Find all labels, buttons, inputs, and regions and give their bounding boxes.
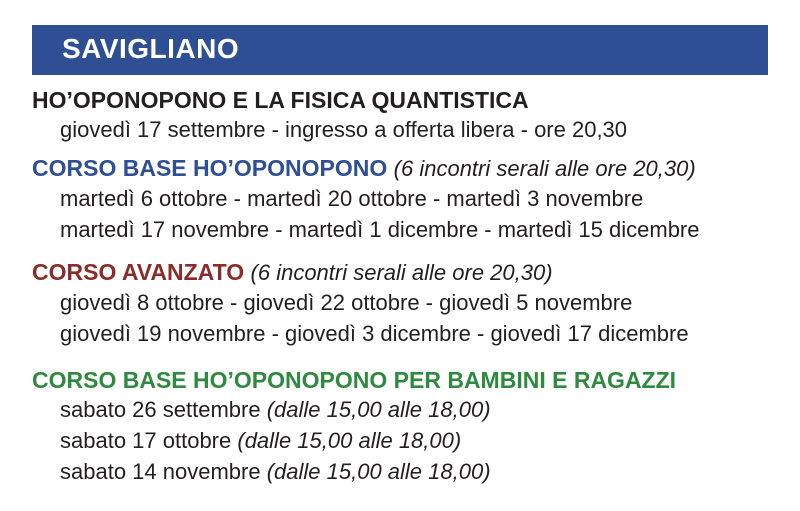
date-line: giovedì 17 settembre - ingresso a offerta libera - ore 20,30	[60, 117, 628, 142]
section-fisica-quantistica	[32, 86, 627, 145]
heading-note: (6 incontri serali alle ore 20,30)	[250, 260, 553, 285]
heading-text: CORSO BASE HO’OPONOPONO PER BAMBINI E RAGAZZI	[32, 367, 677, 393]
city-title: SAVIGLIANO	[62, 33, 240, 64]
section-heading	[32, 366, 676, 394]
section-corso-avanzato	[32, 258, 689, 349]
heading-note: (6 incontri serali alle ore 20,30)	[393, 156, 696, 181]
section-corso-base	[32, 154, 700, 245]
date-line	[32, 425, 676, 456]
heading-text: CORSO AVANZATO	[32, 259, 245, 285]
date-line	[32, 394, 676, 425]
heading-text: HO’OPONOPONO E LA FISICA QUANTISTICA	[32, 87, 529, 113]
section-heading	[32, 86, 627, 114]
time-note: (dalle 15,00 alle 18,00)	[266, 397, 491, 422]
section-corso-bambini	[32, 366, 676, 487]
date-line	[32, 456, 676, 487]
date-text: sabato 17 ottobre	[60, 428, 232, 453]
date-text: sabato 14 novembre	[60, 459, 261, 484]
title-banner	[32, 25, 768, 75]
time-note: (dalle 15,00 alle 18,00)	[237, 428, 462, 453]
date-text: sabato 26 settembre	[60, 397, 261, 422]
date-line: martedì 17 novembre - martedì 1 dicembre - martedì 15 dicembre	[60, 217, 700, 242]
date-line: martedì 6 ottobre - martedì 20 ottobre - martedì 3 novembre	[60, 186, 644, 211]
section-heading	[32, 258, 689, 287]
time-note: (dalle 15,00 alle 18,00)	[266, 459, 491, 484]
date-line: giovedì 19 novembre - giovedì 3 dicembre - giovedì 17 dicembre	[60, 321, 689, 346]
date-line: giovedì 8 ottobre - giovedì 22 ottobre - giovedì 5 novembre	[60, 290, 633, 315]
section-heading	[32, 154, 700, 183]
heading-text: CORSO BASE HO’OPONOPONO	[32, 155, 388, 181]
